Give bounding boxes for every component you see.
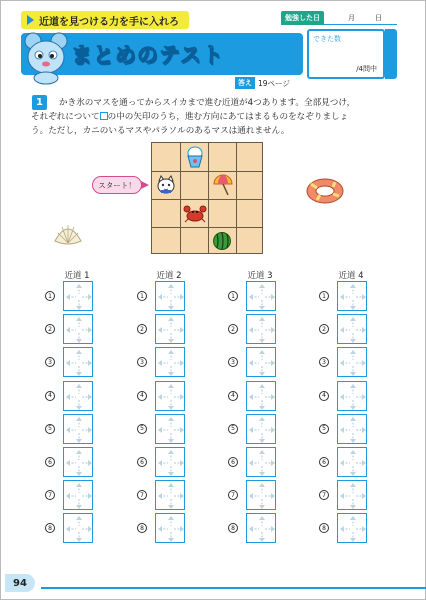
arrow-trace-box[interactable] xyxy=(63,447,93,477)
day-label: 日 xyxy=(375,13,382,22)
step-number: 6 xyxy=(45,457,55,467)
arrow-trace-box[interactable] xyxy=(246,347,276,377)
step-number: 4 xyxy=(45,391,55,401)
score-label: できた数 xyxy=(313,35,341,43)
step-number: 5 xyxy=(228,424,238,434)
step-number: 3 xyxy=(319,357,329,367)
four-way-arrow-icon xyxy=(247,382,277,412)
four-way-arrow-icon xyxy=(247,315,277,345)
step-number: 6 xyxy=(228,457,238,467)
four-way-arrow-icon xyxy=(64,514,94,544)
step-number: 1 xyxy=(137,291,147,301)
month-label: 月 xyxy=(348,13,355,22)
four-way-arrow-icon xyxy=(156,481,186,511)
step-number: 1 xyxy=(228,291,238,301)
arrow-trace-box[interactable] xyxy=(63,381,93,411)
four-way-arrow-icon xyxy=(338,481,368,511)
four-way-arrow-icon xyxy=(156,282,186,312)
page-title: まとめのテスト xyxy=(71,43,225,67)
grid-line xyxy=(152,227,262,228)
grid-line xyxy=(180,143,181,253)
shaved-ice-icon xyxy=(185,146,205,170)
score-box[interactable] xyxy=(307,29,385,79)
start-bubble: スタート！ xyxy=(92,176,142,194)
four-way-arrow-icon xyxy=(156,448,186,478)
step-number: 6 xyxy=(319,457,329,467)
four-way-arrow-icon xyxy=(338,382,368,412)
arrow-trace-box[interactable] xyxy=(155,381,185,411)
four-way-arrow-icon xyxy=(156,348,186,378)
arrow-trace-box[interactable] xyxy=(246,281,276,311)
step-number: 3 xyxy=(45,357,55,367)
step-number: 3 xyxy=(137,357,147,367)
question-number: 1 xyxy=(32,95,47,110)
arrow-trace-box[interactable] xyxy=(337,480,367,510)
four-way-arrow-icon xyxy=(338,448,368,478)
arrow-trace-box[interactable] xyxy=(155,414,185,444)
step-number: 1 xyxy=(319,291,329,301)
crab-icon xyxy=(183,204,207,224)
four-way-arrow-icon xyxy=(156,315,186,345)
score-side-strip xyxy=(385,29,397,79)
arrow-trace-box[interactable] xyxy=(337,414,367,444)
four-way-arrow-icon xyxy=(64,282,94,312)
start-bubble-tail xyxy=(141,181,149,189)
score-total: /4問中 xyxy=(356,65,377,73)
four-way-arrow-icon xyxy=(247,282,277,312)
arrow-trace-box[interactable] xyxy=(155,447,185,477)
four-way-arrow-icon xyxy=(338,348,368,378)
step-number: 5 xyxy=(45,424,55,434)
question-line-2b: の中の矢印のうち，進む方向にあてはまるものをなぞりましょ xyxy=(107,112,349,122)
step-number: 2 xyxy=(137,324,147,334)
grid-line xyxy=(236,143,237,253)
grid-line xyxy=(152,199,262,200)
box-mark-icon xyxy=(100,112,108,120)
four-way-arrow-icon xyxy=(247,448,277,478)
arrow-trace-box[interactable] xyxy=(155,513,185,543)
grid-line xyxy=(208,143,209,253)
question-line-3: う。ただし，カニのいるマスやパラソルのあるマスは通れません。 xyxy=(31,126,290,136)
answer-page: 19ページ xyxy=(258,78,290,88)
shell-icon xyxy=(53,221,83,247)
arrow-trace-box[interactable] xyxy=(63,513,93,543)
arrow-trace-box[interactable] xyxy=(337,513,367,543)
arrow-trace-box[interactable] xyxy=(155,347,185,377)
topic-text: 近道を見つける力を手に入れろ xyxy=(39,16,179,28)
four-way-arrow-icon xyxy=(247,348,277,378)
step-number: 4 xyxy=(137,391,147,401)
step-number: 7 xyxy=(45,490,55,500)
grid-line xyxy=(152,171,262,172)
route-title-3: 近道 3 xyxy=(247,271,273,281)
arrow-trace-box[interactable] xyxy=(63,347,93,377)
arrow-trace-box[interactable] xyxy=(63,314,93,344)
step-number: 8 xyxy=(137,523,147,533)
arrow-trace-box[interactable] xyxy=(337,447,367,477)
four-way-arrow-icon xyxy=(64,348,94,378)
watermelon-icon xyxy=(212,231,232,251)
route-title-2: 近道 2 xyxy=(156,271,182,281)
arrow-trace-box[interactable] xyxy=(63,480,93,510)
step-number: 2 xyxy=(319,324,329,334)
question-text xyxy=(31,96,389,136)
arrow-trace-box[interactable] xyxy=(246,414,276,444)
arrow-trace-box[interactable] xyxy=(246,513,276,543)
four-way-arrow-icon xyxy=(338,415,368,445)
arrow-trace-box[interactable] xyxy=(155,314,185,344)
arrow-trace-box[interactable] xyxy=(337,281,367,311)
cat-icon xyxy=(156,175,176,195)
route-title-1: 近道 1 xyxy=(64,271,90,281)
study-date xyxy=(281,11,397,25)
four-way-arrow-icon xyxy=(64,315,94,345)
arrow-trace-box[interactable] xyxy=(337,381,367,411)
arrow-trace-box[interactable] xyxy=(63,414,93,444)
arrow-trace-box[interactable] xyxy=(155,281,185,311)
step-number: 2 xyxy=(45,324,55,334)
study-date-label: 勉強した日 xyxy=(281,11,324,25)
step-number: 7 xyxy=(319,490,329,500)
route-title-4: 近道 4 xyxy=(338,271,364,281)
four-way-arrow-icon xyxy=(338,282,368,312)
question-line-1: かき氷のマスを通ってからスイカまで進む近道が4つあります。全部見つけ， xyxy=(59,98,356,108)
mascot-icon xyxy=(19,29,73,85)
step-number: 6 xyxy=(137,457,147,467)
step-number: 4 xyxy=(319,391,329,401)
step-number: 7 xyxy=(228,490,238,500)
arrow-trace-box[interactable] xyxy=(155,480,185,510)
triangle-icon xyxy=(27,15,34,25)
step-number: 3 xyxy=(228,357,238,367)
four-way-arrow-icon xyxy=(64,481,94,511)
arrow-trace-box[interactable] xyxy=(246,480,276,510)
footer-strip xyxy=(41,587,426,589)
four-way-arrow-icon xyxy=(338,315,368,345)
four-way-arrow-icon xyxy=(64,448,94,478)
four-way-arrow-icon xyxy=(156,514,186,544)
four-way-arrow-icon xyxy=(156,415,186,445)
arrow-trace-box[interactable] xyxy=(246,314,276,344)
page-number: 94 xyxy=(5,574,35,592)
four-way-arrow-icon xyxy=(338,514,368,544)
four-way-arrow-icon xyxy=(247,514,277,544)
step-number: 7 xyxy=(137,490,147,500)
step-number: 4 xyxy=(228,391,238,401)
arrow-trace-box[interactable] xyxy=(337,347,367,377)
swim-ring-icon xyxy=(305,176,345,206)
topic-banner xyxy=(21,11,189,29)
question-line-2a: それぞれについて xyxy=(31,112,100,122)
step-number: 8 xyxy=(319,523,329,533)
answer-reference xyxy=(235,77,290,89)
step-number: 2 xyxy=(228,324,238,334)
four-way-arrow-icon xyxy=(64,415,94,445)
step-number: 8 xyxy=(45,523,55,533)
step-number: 5 xyxy=(319,424,329,434)
footer xyxy=(1,577,426,599)
map-grid xyxy=(151,142,263,254)
four-way-arrow-icon xyxy=(247,415,277,445)
answer-label: 答え xyxy=(235,77,255,89)
arrow-trace-box[interactable] xyxy=(63,281,93,311)
four-way-arrow-icon xyxy=(247,481,277,511)
four-way-arrow-icon xyxy=(64,382,94,412)
step-number: 5 xyxy=(137,424,147,434)
parasol-icon xyxy=(212,174,234,196)
step-number: 1 xyxy=(45,291,55,301)
arrow-trace-box[interactable] xyxy=(246,447,276,477)
step-number: 8 xyxy=(228,523,238,533)
arrow-trace-box[interactable] xyxy=(337,314,367,344)
four-way-arrow-icon xyxy=(156,382,186,412)
arrow-trace-box[interactable] xyxy=(246,381,276,411)
question-line-2 xyxy=(31,110,348,124)
